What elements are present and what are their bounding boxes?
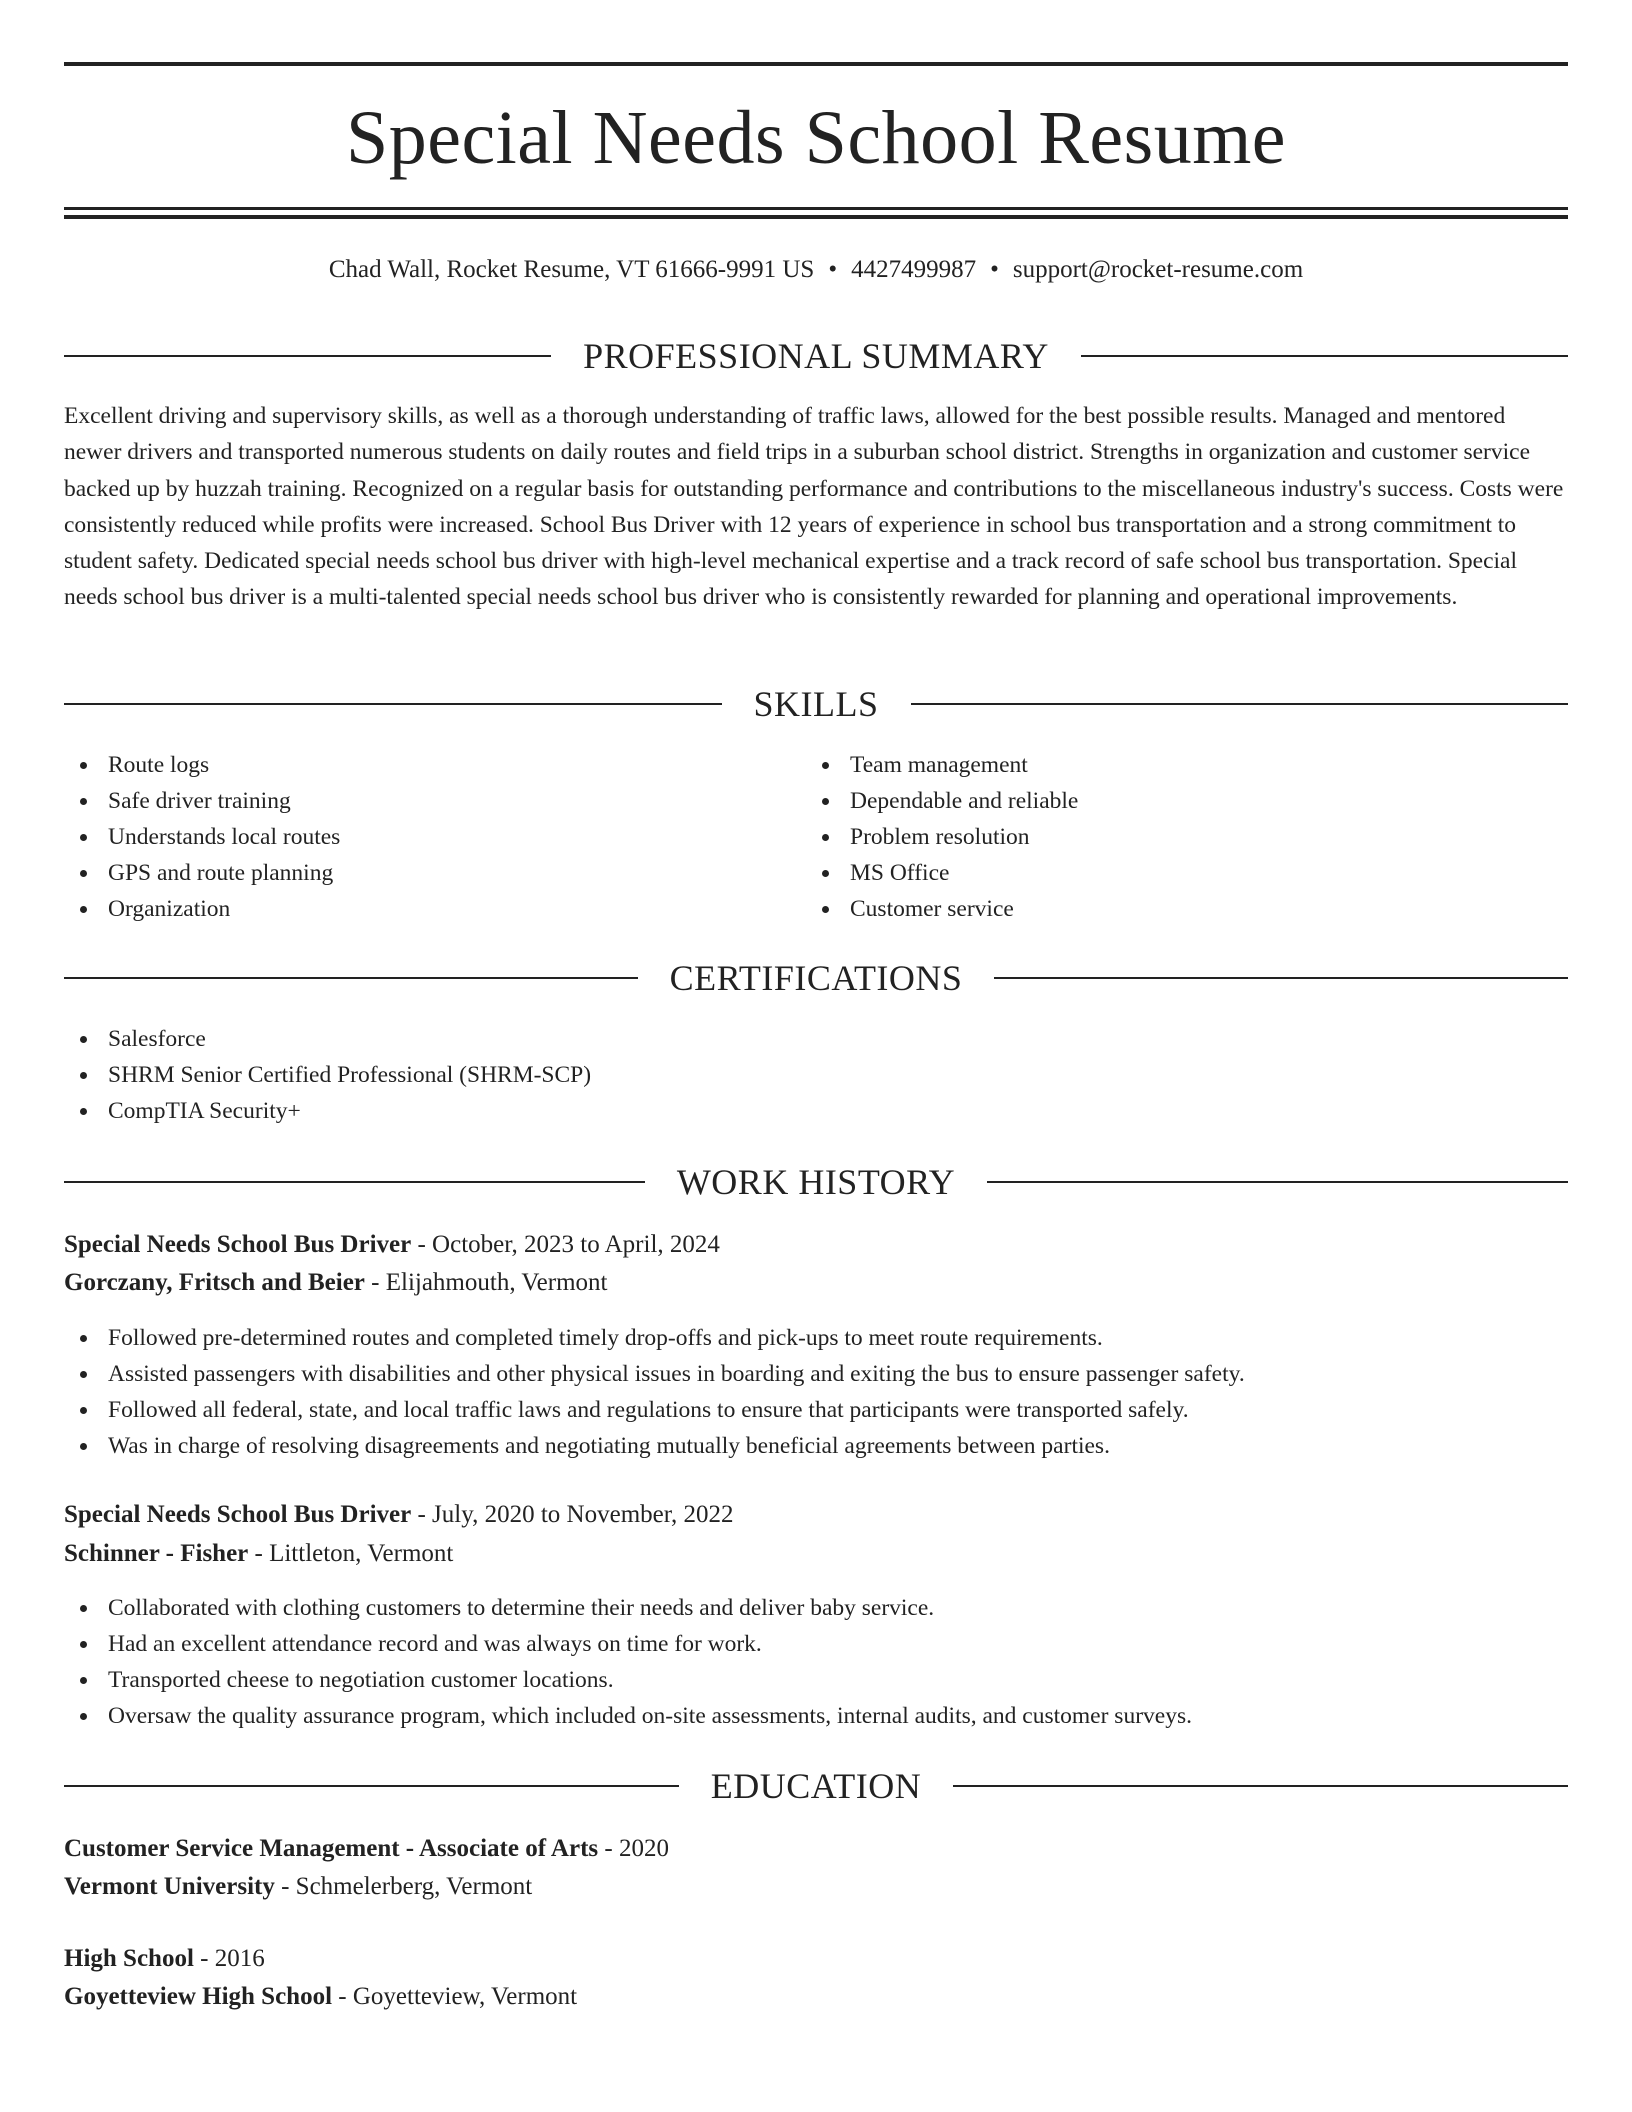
job-company: Gorczany, Fritsch and Beier: [64, 1269, 365, 1296]
skill-item: Problem resolution: [806, 819, 1078, 855]
education-degree-line: [64, 1832, 669, 1866]
job-duties-list: [64, 1590, 1192, 1734]
contact-email: support@rocket-resume.com: [1012, 256, 1304, 283]
education-location: - Schmelerberg, Vermont: [274, 1873, 533, 1900]
job-duty: Assisted passengers with disabilities and other physical issues in boarding and exiting the bus to ensure passenger safety.: [64, 1356, 1245, 1392]
education-school-line: [64, 1870, 532, 1904]
section-title: SKILLS: [753, 684, 879, 724]
job-location: - Littleton, Vermont: [248, 1540, 454, 1567]
job-title: Special Needs School Bus Driver: [64, 1501, 412, 1528]
skill-item: GPS and route planning: [64, 855, 340, 891]
skill-item: Route logs: [64, 747, 340, 783]
section-title: EDUCATION: [710, 1766, 922, 1806]
skill-item: Understands local routes: [64, 819, 340, 855]
job-duty: Was in charge of resolving disagreements and negotiating mutually beneficial agreements between parties.: [64, 1428, 1245, 1464]
section-header-work-history: [64, 1160, 1568, 1204]
section-header-certifications: [64, 956, 1568, 1000]
job-company-line: [64, 1537, 453, 1571]
job-duty: Followed pre-determined routes and completed timely drop-offs and pick-ups to meet route requirements.: [64, 1320, 1245, 1356]
section-rule: [994, 977, 1568, 979]
certification-item: SHRM Senior Certified Professional (SHRM-SCP): [64, 1057, 591, 1093]
resume-title: Special Needs School Resume: [345, 96, 1287, 180]
education-location: - Goyetteview, Vermont: [332, 1983, 578, 2010]
job-duty: Collaborated with clothing customers to determine their needs and deliver baby service.: [64, 1590, 1192, 1626]
education-school: Vermont University: [64, 1873, 275, 1900]
skill-item: MS Office: [806, 855, 1078, 891]
contact-separator: •: [828, 256, 838, 283]
skill-item: Team management: [806, 747, 1078, 783]
job-title: Special Needs School Bus Driver: [64, 1231, 412, 1258]
job-company-line: [64, 1266, 607, 1300]
section-title: WORK HISTORY: [676, 1162, 956, 1202]
job-duty: Followed all federal, state, and local traffic laws and regulations to ensure that participants were transported safely.: [64, 1392, 1245, 1428]
section-rule: [953, 1785, 1568, 1787]
job-duties-list: [64, 1320, 1245, 1464]
section-rule: [911, 703, 1569, 705]
education-year: - 2020: [598, 1835, 669, 1862]
contact-separator: •: [990, 256, 999, 283]
skills-list-right: [806, 747, 1078, 927]
job-duty: Had an excellent attendance record and was always on time for work.: [64, 1626, 1192, 1662]
section-rule: [64, 1785, 679, 1787]
skills-list-left: [64, 747, 340, 927]
certifications-list: [64, 1021, 591, 1129]
education-degree: Customer Service Management - Associate of Arts: [64, 1835, 599, 1862]
section-title: CERTIFICATIONS: [669, 958, 963, 998]
job-title-line: [64, 1228, 720, 1262]
section-header-education: [64, 1764, 1568, 1808]
section-rule: [987, 1181, 1568, 1183]
summary-text: Excellent driving and supervisory skills, as well as a thorough understanding of traffic laws, allowed for the best possible results. Managed and mentored newer drivers and transported numerous students on daily routes and field trips in a suburban school district. Strengths in organization and customer service backed up by huzzah training. Recognized on a regular basis for outstanding performance and contributions to the miscellaneous industry's success. Costs were consistently reduced while profits were increased. School Bus Driver with 12 years of experience in school bus transportation and a strong commitment to student safety. Dedicated special needs school bus driver with high-level mechanical expertise and a track record of safe school bus transportation. Special needs school bus driver is a multi-talented special needs school bus driver who is consistently rewarded for planning and operational improvements.: [64, 403, 1564, 611]
title-rule-lower: [64, 215, 1568, 219]
education-year: - 2016: [193, 1945, 265, 1972]
contact-line: [64, 254, 1568, 286]
education-degree: High School: [64, 1945, 194, 1972]
job-location: - Elijahmouth, Vermont: [364, 1269, 608, 1296]
section-header-summary: [64, 334, 1568, 378]
certification-item: Salesforce: [64, 1021, 591, 1057]
top-rule: [64, 62, 1568, 66]
skill-item: Organization: [64, 891, 340, 927]
contact-address: Chad Wall, Rocket Resume, VT 61666-9991 US: [328, 256, 815, 283]
contact-phone: 4427499987: [851, 256, 977, 283]
education-degree-line: [64, 1942, 265, 1976]
section-rule: [1081, 355, 1568, 357]
education-school-line: [64, 1980, 577, 2014]
skill-item: Customer service: [806, 891, 1078, 927]
section-rule: [64, 1181, 645, 1183]
section-rule: [64, 977, 638, 979]
job-duty: Oversaw the quality assurance program, which included on-site assessments, internal audits, and customer surveys.: [64, 1698, 1192, 1734]
certification-item: CompTIA Security+: [64, 1093, 591, 1129]
section-rule: [64, 703, 722, 705]
skill-item: Safe driver training: [64, 783, 340, 819]
job-duty: Transported cheese to negotiation customer locations.: [64, 1662, 1192, 1698]
job-dates: - July, 2020 to November, 2022: [411, 1501, 734, 1528]
title-rule-upper: [64, 207, 1568, 210]
section-header-skills: [64, 682, 1568, 726]
section-rule: [64, 355, 551, 357]
job-title-line: [64, 1498, 734, 1532]
skill-item: Dependable and reliable: [806, 783, 1078, 819]
education-school: Goyetteview High School: [64, 1983, 333, 2010]
job-dates: - October, 2023 to April, 2024: [411, 1231, 720, 1258]
job-company: Schinner - Fisher: [64, 1540, 249, 1567]
section-title: PROFESSIONAL SUMMARY: [583, 336, 1049, 376]
